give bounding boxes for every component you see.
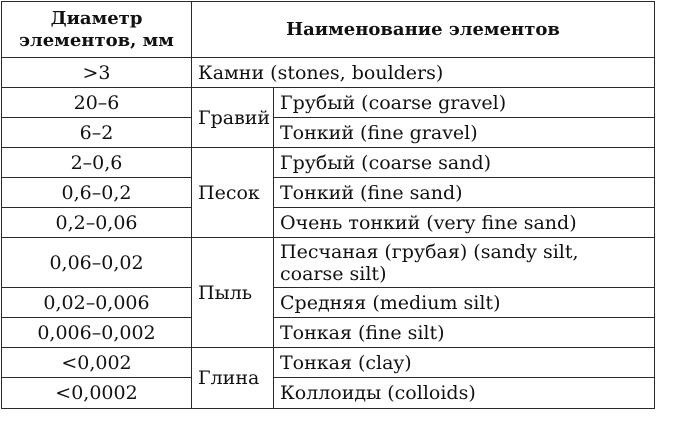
header-names: Наименование элементов <box>192 2 655 58</box>
diameter-cell: 0,6–0,2 <box>2 178 192 208</box>
name-cell: Тонкий (fine sand) <box>274 178 655 208</box>
table-row <box>2 238 655 288</box>
name-cell: Грубый (coarse gravel) <box>274 88 655 118</box>
name-cell: Тонкая (clay) <box>274 348 655 378</box>
diameter-cell: 2–0,6 <box>2 148 192 178</box>
group-cell-clay: Глина <box>192 348 274 409</box>
grain-size-table <box>1 1 655 409</box>
group-cell-silt: Пыль <box>192 238 274 348</box>
name-cell: Песчаная (грубая) (sandy silt, coarse silt) <box>274 238 655 288</box>
diameter-cell: 6–2 <box>2 118 192 148</box>
table-row <box>2 318 655 348</box>
name-cell: Камни (stones, boulders) <box>192 58 655 88</box>
table-row <box>2 378 655 409</box>
diameter-cell: 0,006–0,002 <box>2 318 192 348</box>
diameter-cell: <0,002 <box>2 348 192 378</box>
diameter-cell: 0,2–0,06 <box>2 208 192 238</box>
diameter-cell: 20–6 <box>2 88 192 118</box>
header-diameter-line2: элементов, мм <box>19 29 174 51</box>
header-diameter-line1: Диаметр <box>50 7 143 29</box>
name-cell: Очень тонкий (very fine sand) <box>274 208 655 238</box>
group-cell-gravel: Гравий <box>192 88 274 148</box>
table-row <box>2 88 655 118</box>
table-row <box>2 348 655 378</box>
name-cell: Грубый (coarse sand) <box>274 148 655 178</box>
table-row <box>2 178 655 208</box>
diameter-cell: >3 <box>2 58 192 88</box>
name-cell: Тонкая (fine silt) <box>274 318 655 348</box>
diameter-cell: 0,02–0,006 <box>2 288 192 318</box>
header-diameter <box>2 2 192 58</box>
name-cell: Коллоиды (colloids) <box>274 378 655 409</box>
table-row <box>2 208 655 238</box>
group-cell-sand: Песок <box>192 148 274 238</box>
diameter-cell: 0,06–0,02 <box>2 238 192 288</box>
name-cell: Тонкий (fine gravel) <box>274 118 655 148</box>
name-cell: Средняя (medium silt) <box>274 288 655 318</box>
diameter-cell: <0,0002 <box>2 378 192 409</box>
table-row <box>2 288 655 318</box>
table-row <box>2 58 655 88</box>
table-row <box>2 118 655 148</box>
header-row <box>2 2 655 58</box>
table-row <box>2 148 655 178</box>
